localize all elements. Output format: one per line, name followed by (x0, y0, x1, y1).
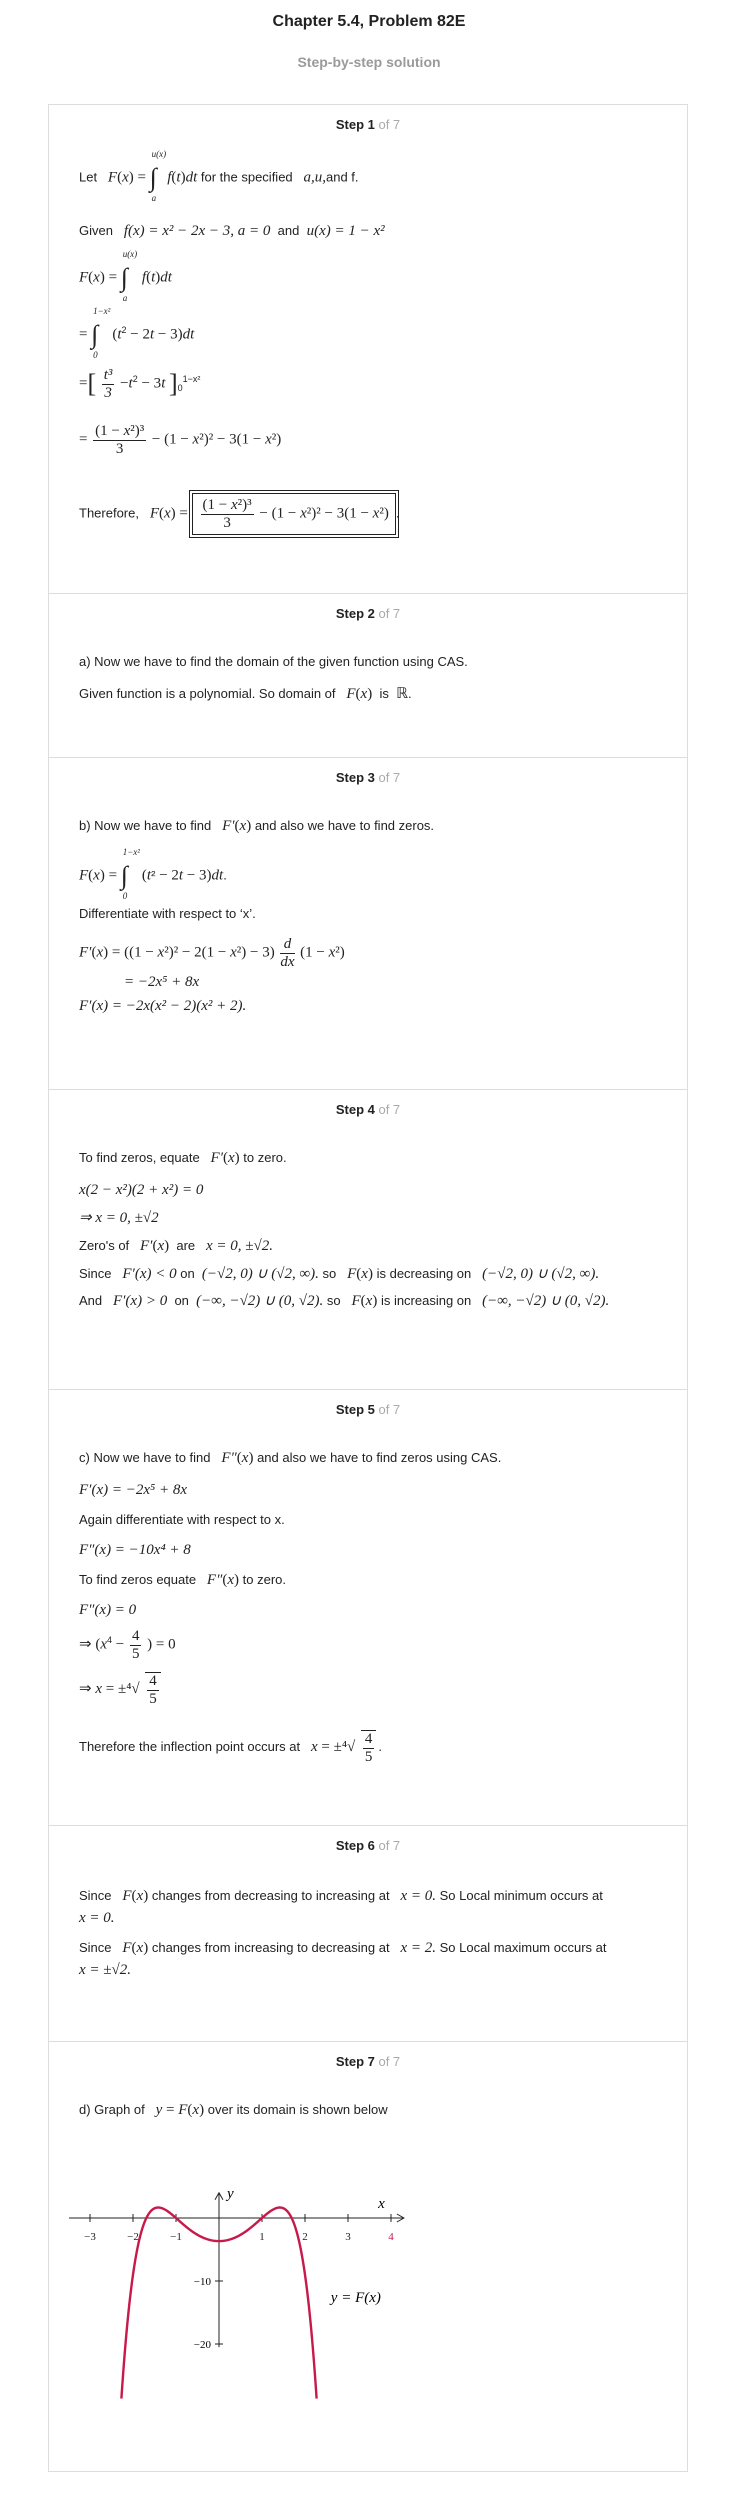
step-6 (49, 1825, 687, 2042)
graph-curve-label: y = F(x) (330, 2289, 381, 2306)
step-6-min-line: Since F(x) changes from decreasing to increasing at x = 0. So Local minimum occurs at (79, 1888, 603, 1904)
step-3-deriv-1: F′(x) = ((1 − x²)² − 2(1 − x²) − 3) $\frac{d}{dx}$ (1 − x²) (79, 936, 345, 970)
step-5-fp: F′(x) = −2x⁵ + 8x (79, 1482, 187, 1498)
step-2-line-poly: Given function is a polynomial. So domain of F(x) is ℝ. (79, 686, 412, 702)
step-5-fpp: F″(x) = −10x⁴ + 8 (79, 1542, 191, 1558)
step-1-let-line: Let F(x) = u(x) ∫ a f(t)dt for the specified a,u,and f. (79, 149, 359, 203)
step-5 (49, 1389, 687, 1826)
x-tick-label: 2 (302, 2231, 308, 2243)
step-4-increasing: And F′(x) > 0 on (−∞, −√2) ∪ (0, √2). so F(x) is increasing on (−∞, −√2) ∪ (0, √2). (79, 1293, 610, 1309)
step-4-header: Step 4 of 7 (335, 1102, 401, 1117)
step-5-fpp-zero: F″(x) = 0 (79, 1602, 137, 1618)
step-1-antiderivative: =[ $\frac{\text{t³}}{3}$ $-t^2 - 3t$ ]$_0^{1-x^2}$ (79, 367, 201, 401)
step-5-x-sol: ⇒ x = ±⁴√ $\frac{4}{5}$ (79, 1672, 163, 1707)
step-3-integral: F(x) = 1−x² ∫ 0 (t² − 2t − 3)dt. (79, 847, 227, 901)
step-4-intro: To find zeros, equate F′(x) to zero. (79, 1150, 287, 1166)
step-4 (49, 1089, 687, 1390)
step-1-integral-def: F(x) = u(x) ∫ a f(t)dt (79, 249, 172, 303)
step-3 (49, 757, 687, 1090)
step-1-integral-sub: = 1−x² ∫ 0 $(t^2 - 2t - 3)dt$ (79, 306, 195, 360)
step-3-deriv-2: = −2x⁵ + 8x (124, 974, 200, 990)
step-5-inflection: Therefore the inflection point occurs at x = ±⁴√ $\frac{4}{5}$ . (79, 1731, 383, 1765)
step-3-deriv-3: F′(x) = −2x(x² − 2)(x² + 2). (79, 998, 247, 1014)
x-tick-label: 1 (259, 2231, 265, 2243)
step-7-graph-intro: d) Graph of y = F(x) over its domain is shown below (79, 2102, 388, 2118)
step-4-zeros: Zero's of F′(x) are x = 0, ±√2. (79, 1238, 274, 1254)
step-1 (49, 105, 687, 593)
step-2-line-a: a) Now we have to find the domain of the given function using CAS. (79, 654, 468, 669)
x-tick-label: 4 (388, 2231, 394, 2243)
step-7 (49, 2041, 687, 2474)
step-1-therefore: Therefore, F(x) = $\frac{\text{(1 − x²)³}}{3}$ − (1 − x²)² − 3(1 − x²). (79, 493, 399, 535)
domain-symbol: ℝ (396, 686, 408, 702)
step-5-zeros-intro: To find zeros equate F″(x) to zero. (79, 1572, 286, 1588)
step-7-header: Step 7 of 7 (335, 2054, 401, 2069)
step-2 (49, 593, 687, 758)
step-6-header: Step 6 of 7 (335, 1838, 401, 1853)
step-6-max-x: x = ±√2. (79, 1962, 131, 1978)
x-tick-label: 3 (345, 2231, 351, 2243)
step-4-eq1: x(2 − x²)(2 + x²) = 0 (79, 1182, 204, 1198)
graph-y-label: y (227, 2185, 234, 2202)
step-5-line-c: c) Now we have to find F″(x) and also we have to find zeros using CAS. (79, 1450, 502, 1466)
step-3-diff: Differentiate with respect to ‘x’. (79, 906, 256, 921)
step-4-decreasing: Since F′(x) < 0 on (−√2, 0) ∪ (√2, ∞). so F(x) is decreasing on (−√2, 0) ∪ (√2, ∞). (79, 1266, 600, 1282)
page-title: Chapter 5.4, Problem 82E (272, 13, 466, 30)
step-1-boxed-answer: $\frac{\text{(1 − x²)³}}{3}$ − (1 − x²)² − 3(1 − x²) (192, 493, 396, 535)
step-1-header: Step 1 of 7 (335, 117, 401, 132)
y-tick-label: −20 (193, 2339, 211, 2351)
step-3-header: Step 3 of 7 (335, 770, 401, 785)
step-5-x4-eq: ⇒ ($x^4$ − $\frac{4}{5}$ ) = 0 (79, 1628, 176, 1662)
x-tick-label: −1 (170, 2231, 182, 2243)
x-tick-label: −2 (127, 2231, 139, 2243)
step-5-again: Again differentiate with respect to x. (79, 1512, 285, 1527)
solution-panel (48, 104, 688, 2472)
y-tick-label: −10 (193, 2276, 211, 2288)
step-3-line-b: b) Now we have to find F′(x) and also we have to find zeros. (79, 818, 435, 834)
step-6-min-x: x = 0. (79, 1910, 115, 1926)
graph-axes (69, 2193, 404, 2347)
step-4-eq2: ⇒ x = 0, ±√2 (79, 1210, 159, 1226)
step-1-evaluated: = $\frac{\text{(1 − x²)³}}{3}$ − (1 − x²)² − 3(1 − x²) (79, 423, 282, 457)
x-tick-label: −3 (84, 2231, 96, 2243)
step-2-header: Step 2 of 7 (335, 606, 401, 621)
graph-of-F (69, 2130, 469, 2450)
step-5-header: Step 5 of 7 (335, 1402, 401, 1417)
graph-x-label: x (378, 2196, 385, 2212)
step-1-given-line: Given f(x) = x² − 2x − 3, a = 0 and u(x) = 1 − x² (79, 223, 385, 239)
page-subtitle: Step-by-step solution (297, 54, 441, 70)
step-6-max-line: Since F(x) changes from increasing to decreasing at x = 2. So Local maximum occurs at (79, 1940, 607, 1956)
